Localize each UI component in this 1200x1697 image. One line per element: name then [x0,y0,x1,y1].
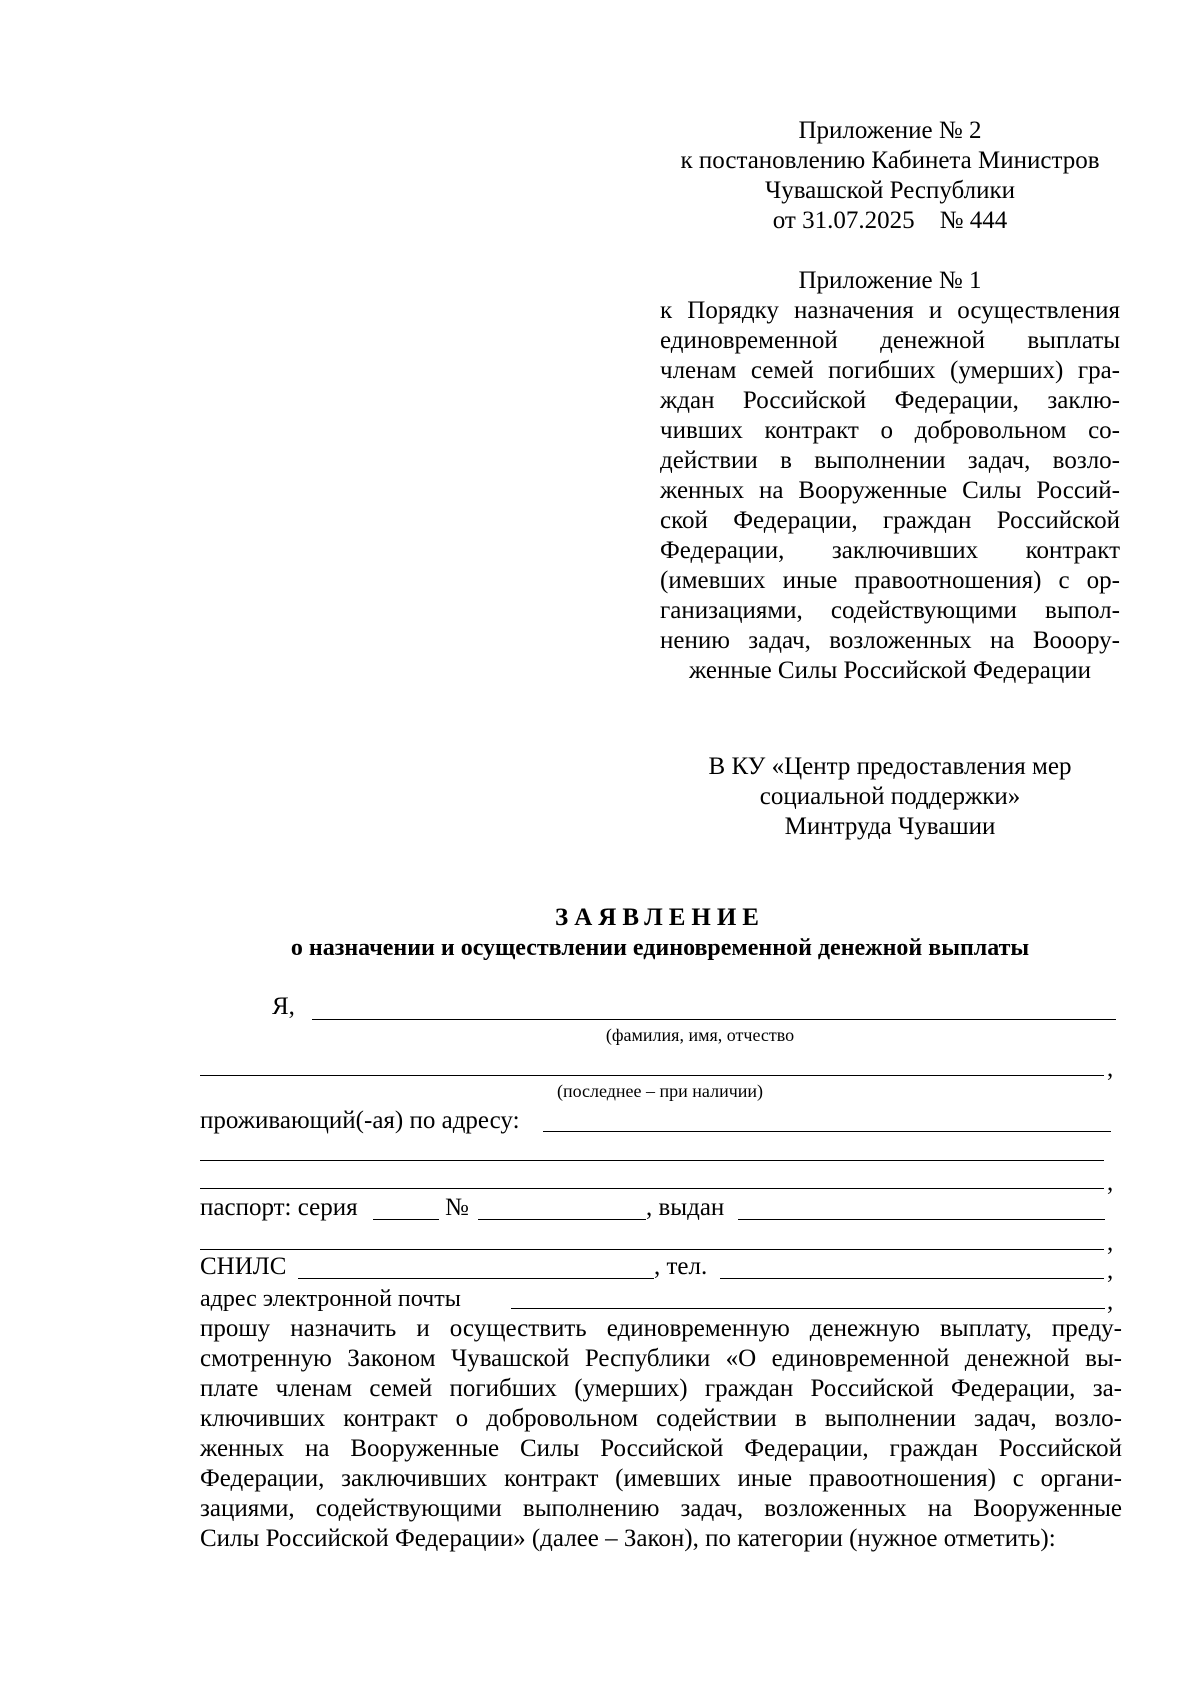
appendix2-date-number: от 31.07.2025 № 444 [772,207,1008,234]
request-line: ключивших контракт о добровольном содействии в выполнении задач, возло- [200,1405,1122,1432]
passport-number-field[interactable] [478,1219,646,1220]
request-line: Федерации, заключивших контракт (имевших иные правоотношения) с органи- [200,1465,1122,1492]
fio-hint: (фамилия, имя, отчество [605,1025,795,1045]
request-line: зациями, содействующими выполнению задач, возложенных на Вооруженные [200,1495,1122,1522]
recipient-line: социальной поддержки» [759,783,1021,810]
request-line: прошу назначить и осуществить единовременную денежную выплату, преду- [200,1315,1122,1342]
appendix1-line: женных на Вооруженные Силы Россий- [660,477,1120,504]
appendix1-line: чивших контракт о добровольном со- [660,417,1120,444]
appendix1-line: Федерации, заключивших контракт [660,537,1120,564]
phone-label: , тел. [654,1253,708,1280]
passport-label: паспорт: серия [200,1194,358,1221]
comma: , [1107,1229,1114,1256]
comma: , [1107,1257,1114,1284]
passport-number-label: № [445,1194,469,1221]
issued-by-field[interactable] [738,1219,1105,1220]
address-field[interactable] [543,1131,1111,1132]
email-label: адрес электронной почты [200,1286,461,1312]
appendix1-line: ждан Российской Федерации, заклю- [660,387,1120,414]
appendix1-line: действии в выполнении задач, возло- [660,447,1120,474]
email-field[interactable] [511,1308,1105,1309]
request-line: женных на Вооруженные Силы Российской Федерации, граждан Российской [200,1435,1122,1462]
appendix1-line: нению задач, возложенных на Вооору- [660,627,1120,654]
appendix1-line: женные Силы Российской Федерации [688,657,1092,684]
appendix1-line: ганизациями, содействующими выпол- [660,597,1120,624]
snils-field[interactable] [298,1278,654,1279]
appendix1-line: к Порядку назначения и осуществления [660,297,1120,324]
passport-series-field[interactable] [373,1219,439,1220]
request-paragraph [200,1314,1122,1554]
recipient-line: В КУ «Центр предоставления мер [708,753,1072,780]
fio-field-line2[interactable] [200,1075,1104,1076]
issued-by-field-line2[interactable] [200,1249,1104,1250]
document-subtitle: о назначении и осуществлении единовременной денежной выплаты [290,935,1030,961]
appendix1-block [660,266,1120,686]
document-title: ЗАЯВЛЕНИЕ [555,904,765,931]
comma: , [1107,1055,1114,1082]
snils-label: СНИЛС [200,1253,287,1280]
issued-label: , выдан [646,1194,725,1221]
fio-field[interactable] [312,1019,1116,1020]
appendix2-republic: Чувашской Республики [764,177,1016,204]
request-line: смотренную Законом Чувашской Республики «О единовременной денежной вы- [200,1345,1122,1372]
address-field-line2[interactable] [200,1160,1104,1161]
recipient-line: Минтруда Чувашии [784,813,996,840]
comma: , [1107,1169,1114,1196]
phone-field[interactable] [720,1278,1104,1279]
appendix2-block [650,116,1130,236]
recipient-block [660,752,1120,842]
fio-hint-2: (последнее – при наличии) [556,1081,764,1101]
appendix1-line: (имевших иные правоотношения) с ор- [660,567,1120,594]
request-line: плате членам семей погибших (умерших) граждан Российской Федерации, за- [200,1375,1122,1402]
address-field-line3[interactable] [200,1188,1104,1189]
appendix1-title: Приложение № 1 [798,267,982,294]
appendix2-decree: к постановлению Кабинета Министров [680,147,1100,174]
address-label: проживающий(-ая) по адресу: [200,1107,520,1134]
i-label: Я, [272,993,295,1020]
appendix1-line: ской Федерации, граждан Российской [660,507,1120,534]
comma: , [1107,1288,1114,1315]
request-line-last: Силы Российской Федерации» (далее – Закон), по категории (нужное отметить): [200,1525,1056,1552]
appendix1-line: членам семей погибших (умерших) гра- [660,357,1120,384]
appendix1-line: единовременной денежной выплаты [660,327,1120,354]
appendix2-title: Приложение № 2 [798,117,982,144]
